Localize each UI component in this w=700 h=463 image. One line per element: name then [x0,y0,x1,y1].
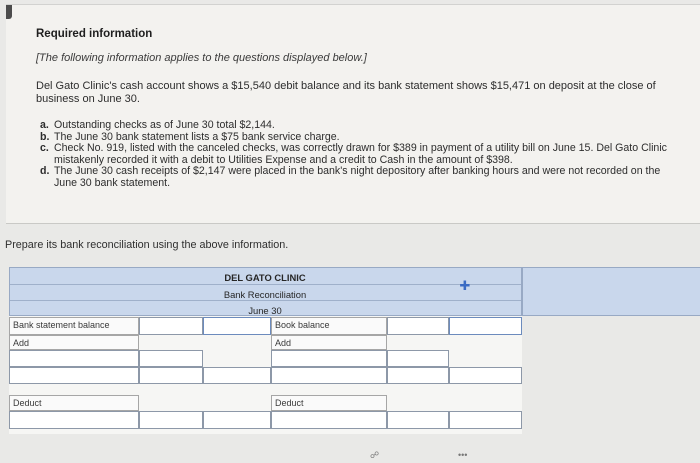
link-icon: ☍ [370,450,380,460]
item-marker: a. [40,119,49,131]
required-information-title: Required information [36,28,153,40]
bank-add-description-input[interactable] [9,350,139,367]
bank-deduct-amount-input[interactable] [139,411,203,429]
bank-add-label: Add [9,335,139,350]
book-deduct-amount-input[interactable] [387,411,449,429]
bank-reconciliation-table [9,267,522,434]
bank-add-amount-input-2[interactable] [139,367,203,384]
more-icon: ••• [458,450,468,460]
header-divider [10,284,521,285]
book-add-label: Add [271,335,387,350]
item-text: The June 30 cash receipts of $2,147 were placed in the bank's night depository after banking hours and were not recorded on the June 30 bank statement. [54,165,661,189]
panel-tab-marker [6,5,12,19]
information-note: [The following information applies to the questions displayed below.] [36,52,367,64]
bank-add-amount-input[interactable] [139,350,203,367]
company-name: DEL GATO CLINIC [224,272,306,283]
reconciliation-date: June 30 [248,305,282,316]
item-marker: d. [40,165,50,178]
book-balance-label: Book balance [271,317,387,335]
problem-items-list [36,120,676,190]
bank-statement-balance-label: Bank statement balance [9,317,139,335]
header-divider [10,300,521,301]
book-deduct-label: Deduct [271,395,387,411]
book-add-amount-input[interactable] [387,350,449,367]
item-marker: b. [40,130,50,143]
book-add-description-input[interactable] [271,350,387,367]
item-text: Outstanding checks as of June 30 total $2,144. [54,119,275,131]
book-add-amount-input-2[interactable] [387,367,449,384]
item-marker: c. [40,142,49,155]
reconciliation-subtitle: Bank Reconciliation [223,289,307,300]
instruction-prompt: Prepare its bank reconciliation using the above information. [5,239,289,251]
reconciliation-header [9,267,522,316]
list-item [36,143,676,166]
bank-deduct-description-input[interactable] [9,411,139,429]
bank-add-description-input-2[interactable] [9,367,139,384]
extra-column-header [522,267,700,316]
book-balance-input[interactable] [387,317,449,335]
bank-statement-balance-input[interactable] [139,317,203,335]
bank-add-total-input[interactable] [203,367,271,384]
book-add-description-input-2[interactable] [271,367,387,384]
bank-statement-balance-amount[interactable] [203,317,271,335]
list-item [36,166,676,189]
book-balance-amount[interactable] [449,317,522,335]
bank-deduct-total-input[interactable] [203,411,271,429]
book-deduct-total-input[interactable] [449,411,522,429]
plus-icon[interactable]: ✚ [459,278,471,293]
item-text: Check No. 919, listed with the canceled checks, was correctly drawn for $389 in payment of a utility bill on June 15. Del Gato Clinic mistakenly recorded it with a debit to Utilities Expense and a credit to Cash in the amount of $398. [54,142,667,166]
book-add-total-input[interactable] [449,367,522,384]
book-deduct-description-input[interactable] [271,411,387,429]
item-text: The June 30 bank statement lists a $75 bank service charge. [54,130,340,143]
problem-paragraph: Del Gato Clinic's cash account shows a $15,540 debit balance and its bank statement shows $15,471 on deposit at the close of business on June 30. [36,80,656,105]
bank-deduct-label: Deduct [9,395,139,411]
required-information-panel [6,4,700,224]
